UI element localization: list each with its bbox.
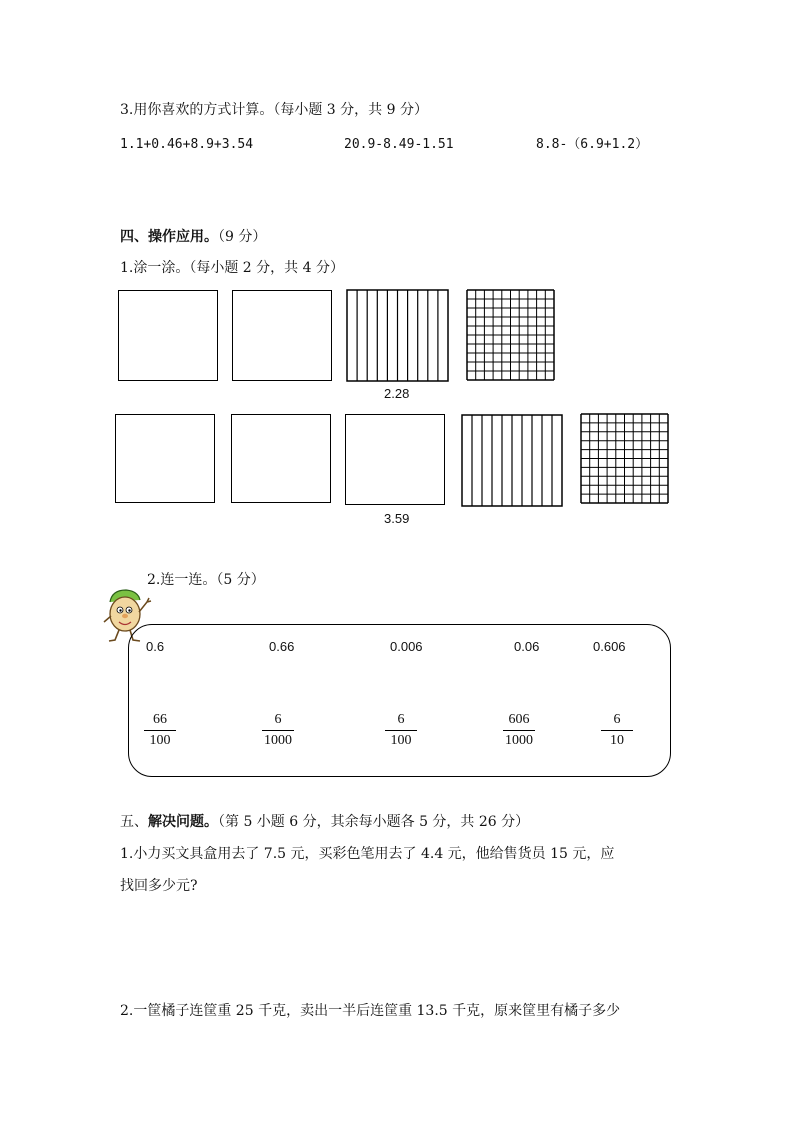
fraction-numerator: 6 [397, 712, 405, 727]
fraction-item[interactable] [499, 711, 539, 750]
q1-heading: 1.涂一涂。（每小题 2 分，共 4 分） [120, 260, 344, 276]
section4-heading [120, 228, 266, 246]
s5-q1-line1: 1.小力买文具盒用去了 7.5 元，买彩色笔用去了 4.4 元，他给售货员 15 元，应 [120, 846, 615, 862]
row1-value-label: 2.28 [384, 386, 410, 401]
fraction-bar [262, 730, 294, 731]
blank-square[interactable] [118, 290, 218, 381]
fraction-item[interactable] [597, 711, 637, 750]
fraction-denominator: 100 [390, 733, 412, 748]
decimal-item[interactable]: 0.66 [269, 639, 295, 654]
fraction-denominator: 10 [610, 733, 624, 748]
fraction-item[interactable] [381, 711, 421, 750]
section5-heading-bold: 解决问题。 [148, 814, 218, 830]
decimal-item[interactable]: 0.6 [146, 639, 165, 654]
hundredths-grid-square[interactable] [466, 289, 556, 383]
blank-square[interactable] [231, 414, 331, 503]
fraction-item[interactable] [258, 711, 298, 750]
s5-q2-line1: 2.一筐橘子连筐重 25 千克，卖出一半后连筐重 13.5 千克，原来筐里有橘子多少 [120, 1003, 621, 1019]
section5-heading [120, 813, 529, 831]
hundredths-grid-square[interactable] [580, 413, 670, 505]
fraction-denominator: 1000 [505, 733, 533, 748]
section4-heading-rest: （9 分） [218, 229, 267, 245]
fraction-numerator: 6 [613, 712, 621, 727]
section3-heading: 3.用你喜欢的方式计算。（每小题 3 分，共 9 分） [120, 102, 428, 118]
fraction-denominator: 100 [149, 733, 171, 748]
row2-value-label: 3.59 [384, 511, 410, 526]
section5-heading-rest: （第 5 小题 6 分，其余每小题各 5 分，共 26 分） [218, 814, 530, 830]
section5-heading-plain: 五、 [120, 814, 148, 830]
fraction-bar [503, 730, 535, 731]
calc-problem-1: 1.1+0.46+8.9+3.54 [120, 137, 254, 152]
fraction-numerator: 606 [508, 712, 530, 727]
fraction-bar [601, 730, 633, 731]
fraction-bar [385, 730, 417, 731]
tenths-strips-square[interactable] [346, 289, 449, 383]
fraction-bar [144, 730, 176, 731]
decimal-item[interactable]: 0.006 [390, 639, 423, 654]
fraction-item[interactable] [140, 711, 180, 750]
blank-square[interactable] [232, 290, 332, 381]
section4-heading-bold: 四、操作应用。 [120, 229, 218, 245]
s5-q1-line2: 找回多少元? [120, 878, 198, 894]
tenths-strips-square[interactable] [461, 414, 563, 507]
q2-heading: 2.连一连。（5 分） [147, 572, 265, 588]
decimal-item[interactable]: 0.06 [514, 639, 540, 654]
fraction-denominator: 1000 [264, 733, 292, 748]
blank-square[interactable] [115, 414, 215, 503]
calc-problem-2: 20.9-8.49-1.51 [344, 137, 454, 152]
decimal-item[interactable]: 0.606 [593, 639, 626, 654]
fraction-numerator: 66 [153, 712, 167, 727]
calc-problem-3: 8.8-（6.9+1.2） [536, 137, 649, 152]
fraction-numerator: 6 [274, 712, 282, 727]
blank-square[interactable] [345, 414, 445, 505]
